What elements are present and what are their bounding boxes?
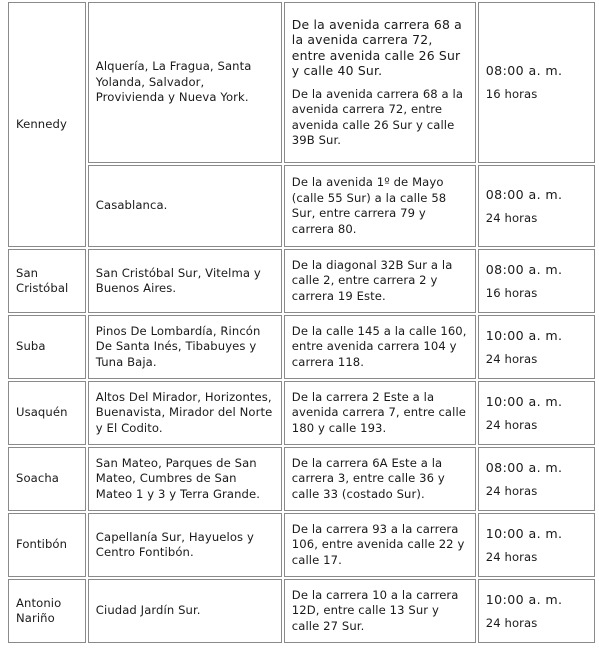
duration: 24 horas: [485, 417, 538, 432]
start-time: 10:00 a. m.: [485, 591, 563, 607]
locality-name: Usaquén: [16, 405, 68, 420]
time-cell: [478, 381, 595, 445]
route-cell: [284, 165, 476, 247]
duration: 16 horas: [485, 285, 538, 300]
time-cell: [478, 579, 595, 643]
route-cell: [284, 381, 476, 445]
locality-cell: [8, 513, 86, 577]
locality-name: Kennedy: [16, 116, 67, 131]
table-row: [8, 513, 595, 577]
route-cell: [284, 513, 476, 577]
neighborhoods-text: San Cristóbal Sur, Vitelma y Buenos Aires.: [95, 265, 261, 295]
locality-cell: [8, 447, 86, 511]
locality-name: Antonio Nariño: [16, 595, 62, 625]
table-row: [8, 381, 595, 445]
table-row: [8, 249, 595, 313]
start-time: 10:00 a. m.: [485, 393, 563, 409]
table-row: [8, 2, 595, 163]
table-row: [8, 447, 595, 511]
duration: 16 horas: [485, 87, 538, 101]
neighborhoods-text: San Mateo, Parques de San Mateo, Cumbres de San Mateo 1 y 3 y Terra Grande.: [95, 455, 261, 501]
schedule-table: [6, 0, 597, 645]
route-text: De la avenida 1º de Mayo (calle 55 Sur) a la calle 58 Sur, entre carrera 79 y carrera 80.: [291, 175, 447, 236]
start-time: 08:00 a. m.: [485, 261, 563, 277]
route-text: De la carrera 10 a la carrera 12D, entre calle 13 Sur y calle 27 Sur.: [291, 587, 459, 633]
neighborhoods-cell: [88, 513, 282, 577]
neighborhoods-text: Ciudad Jardín Sur.: [95, 603, 201, 618]
start-time: 08:00 a. m.: [485, 63, 563, 78]
locality-cell: [8, 2, 86, 247]
duration: 24 horas: [485, 549, 538, 564]
neighborhoods-cell: [88, 249, 282, 313]
neighborhoods-text: Pinos De Lombardía, Rincón De Santa Inés, Tibabuyes y Tuna Baja.: [95, 323, 261, 369]
route-text: De la calle 145 a la calle 160, entre avenida carrera 104 y carrera 118.: [291, 323, 467, 369]
duration: 24 horas: [485, 210, 538, 225]
neighborhoods-cell: [88, 447, 282, 511]
route-text-detail: De la avenida carrera 68 a la avenida carrera 72, entre avenida calle 26 Sur y calle 39B Sur.: [291, 86, 464, 147]
time-cell: [478, 2, 595, 163]
locality-cell: [8, 381, 86, 445]
duration: 24 horas: [485, 351, 538, 366]
neighborhoods-cell: [88, 2, 282, 163]
route-cell: [284, 249, 476, 313]
neighborhoods-text: Casablanca.: [95, 198, 168, 213]
locality-name: Suba: [16, 339, 46, 354]
route-text: De la carrera 6A Este a la carrera 3, entre calle 36 y calle 33 (costado Sur).: [291, 455, 445, 501]
neighborhoods-text: Capellanía Sur, Hayuelos y Centro Fontibón.: [95, 529, 254, 559]
route-text: De la carrera 2 Este a la avenida carrera 7, entre calle 180 y calle 193.: [291, 389, 467, 435]
start-time: 10:00 a. m.: [485, 525, 563, 541]
time-cell: [478, 513, 595, 577]
start-time: 08:00 a. m.: [485, 459, 563, 475]
table-row: [8, 315, 595, 379]
locality-cell: [8, 249, 86, 313]
locality-cell: [8, 579, 86, 643]
duration: 24 horas: [485, 483, 538, 498]
table-row: [8, 579, 595, 643]
route-cell: [284, 315, 476, 379]
route-cell: [284, 2, 476, 163]
route-cell: [284, 447, 476, 511]
time-cell: [478, 447, 595, 511]
time-cell: [478, 249, 595, 313]
table-row: [8, 165, 595, 247]
route-text: De la diagonal 32B Sur a la calle 2, entre carrera 2 y carrera 19 Este.: [291, 257, 453, 303]
neighborhoods-text: Altos Del Mirador, Horizontes, Buenavista, Mirador del Norte y El Codito.: [95, 389, 273, 435]
duration: 24 horas: [485, 615, 538, 630]
time-cell: [478, 165, 595, 247]
start-time: 10:00 a. m.: [485, 327, 563, 343]
neighborhoods-cell: [88, 165, 282, 247]
neighborhoods-cell: [88, 579, 282, 643]
locality-cell: [8, 315, 86, 379]
locality-name: Fontibón: [16, 537, 68, 552]
locality-name: Soacha: [16, 471, 59, 486]
neighborhoods-text: Alquería, La Fragua, Santa Yolanda, Salvador, Provivienda y Nueva York.: [95, 59, 252, 105]
start-time: 08:00 a. m.: [485, 186, 563, 202]
route-text: De la avenida carrera 68 a la avenida carrera 72, entre avenida calle 26 Sur y calle 40 Sur.: [291, 16, 462, 78]
neighborhoods-cell: [88, 381, 282, 445]
neighborhoods-cell: [88, 315, 282, 379]
route-cell: [284, 579, 476, 643]
route-text: De la carrera 93 a la carrera 106, entre avenida calle 22 y calle 17.: [291, 521, 465, 567]
locality-name: San Cristóbal: [16, 265, 69, 295]
time-cell: [478, 315, 595, 379]
